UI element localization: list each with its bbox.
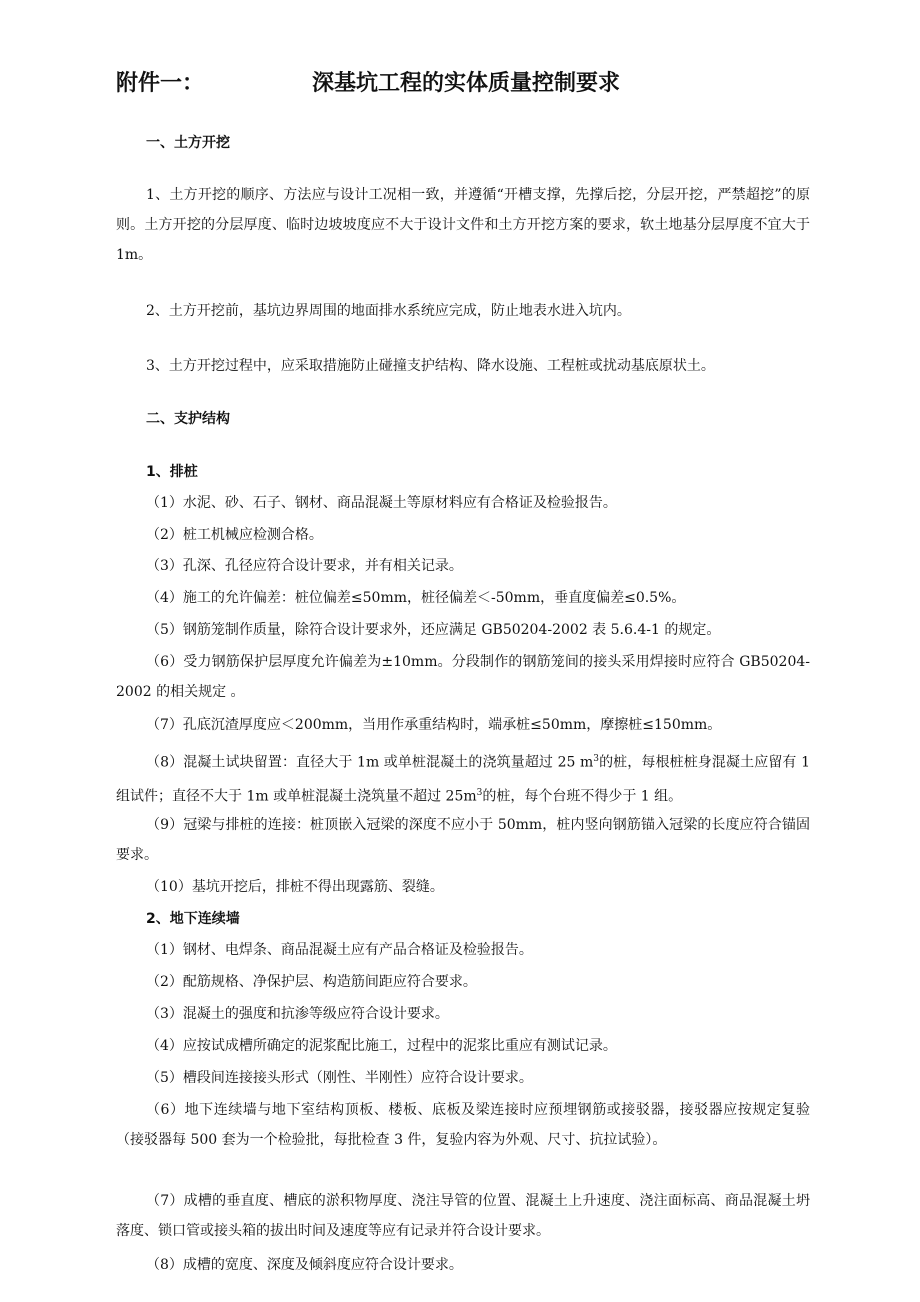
wall-item-7: （7）成槽的垂直度、槽底的淤积物厚度、浇注导管的位置、混凝土上升速度、浇注面标高、商品混凝土坍落度、锁口管或接头箱的拔出时间及速度等应有记录并符合设计要求。 bbox=[116, 1193, 810, 1239]
subsection-heading-diaphragm-wall: 2、地下连续墙 bbox=[146, 911, 240, 927]
pile-item-8-text-c: 的桩，每个台班不得少于 1 组。 bbox=[482, 788, 683, 805]
pile-item-8-text-a: （8）混凝土试块留置：直径大于 1m 或单桩混凝土的浇筑量超过 25 m bbox=[146, 754, 594, 771]
pile-item-10: （10）基坑开挖后，排桩不得出现露筋、裂缝。 bbox=[146, 879, 444, 895]
pile-item-2: （2）桩工机械应检测合格。 bbox=[146, 527, 323, 543]
pile-item-8 bbox=[116, 744, 810, 811]
pile-item-7: （7）孔底沉渣厚度应＜200mm，当用作承重结构时，端承桩≤50mm，摩擦桩≤150mm。 bbox=[146, 717, 722, 733]
pile-item-4: （4）施工的允许偏差：桩位偏差≤50mm，桩径偏差＜-50mm，垂直度偏差≤0.5%。 bbox=[146, 590, 686, 606]
wall-item-4: （4）应按试成槽所确定的泥浆配比施工，过程中的泥浆比重应有测试记录。 bbox=[146, 1038, 617, 1054]
page-title: 深基坑工程的实体质量控制要求 bbox=[312, 71, 621, 96]
superscript-3: 3 bbox=[476, 787, 483, 798]
document-header bbox=[116, 66, 816, 100]
wall-item-3: （3）混凝土的强度和抗渗等级应符合设计要求。 bbox=[146, 1006, 449, 1022]
earthwork-item-1: 1、土方开挖的顺序、方法应与设计工况相一致，并遵循“开槽支撑，先撑后挖，分层开挖，严禁超挖”的原则。土方开挖的分层厚度、临时边坡坡度应不大于设计文件和土方开挖方案的要求，软土地基分层厚度不宜大于 1m。 bbox=[116, 187, 810, 263]
pile-item-9: （9）冠梁与排桩的连接：桩顶嵌入冠梁的深度不应小于 50mm，桩内竖向钢筋锚入冠梁的长度应符合锚固要求。 bbox=[116, 817, 810, 863]
superscript-3: 3 bbox=[593, 754, 599, 764]
pile-item-8-text-b: 的桩，每根桩桩身混凝土应留有 1 组试件；直径不大于 1m 或单桩混凝土浇筑量不超过 25m bbox=[116, 754, 811, 805]
earthwork-item-3: 3、土方开挖过程中，应采取措施防止碰撞支护结构、降水设施、工程桩或扰动基底原状土。 bbox=[146, 358, 715, 374]
wall-item-6: （6）地下连续墙与地下室结构顶板、楼板、底板及梁连接时应预埋钢筋或接驳器，接驳器应按规定复验（接驳器每 500 套为一个检验批，每批检查 3 件，复验内容为外观、尺寸、抗拉试验）。 bbox=[116, 1102, 810, 1148]
pile-item-6: （6）受力钢筋保护层厚度允许偏差为±10mm。分段制作的钢筋笼间的接头采用焊接时应符合 GB50204-2002 的相关规定 。 bbox=[116, 654, 810, 700]
pile-item-5: （5）钢筋笼制作质量，除符合设计要求外，还应满足 GB50204-2002 表 5.6.4-1 的规定。 bbox=[146, 622, 721, 638]
wall-item-1: （1）钢材、电焊条、商品混凝土应有产品合格证及检验报告。 bbox=[146, 942, 533, 958]
section-heading-earthwork: 一、土方开挖 bbox=[146, 135, 230, 151]
attachment-label: 附件一： bbox=[116, 71, 205, 96]
section-heading-support: 二、支护结构 bbox=[146, 411, 230, 427]
subsection-heading-piles: 1、排桩 bbox=[146, 464, 198, 480]
wall-item-8: （8）成槽的宽度、深度及倾斜度应符合设计要求。 bbox=[146, 1257, 463, 1273]
earthwork-item-2: 2、土方开挖前，基坑边界周围的地面排水系统应完成，防止地表水进入坑内。 bbox=[146, 303, 631, 319]
pile-item-1: （1）水泥、砂、石子、钢材、商品混凝土等原材料应有合格证及检验报告。 bbox=[146, 495, 617, 511]
wall-item-2: （2）配筋规格、净保护层、构造筋间距应符合要求。 bbox=[146, 974, 477, 990]
wall-item-5: （5）槽段间连接接头形式（刚性、半刚性）应符合设计要求。 bbox=[146, 1070, 533, 1086]
pile-item-3: （3）孔深、孔径应符合设计要求，并有相关记录。 bbox=[146, 558, 463, 574]
